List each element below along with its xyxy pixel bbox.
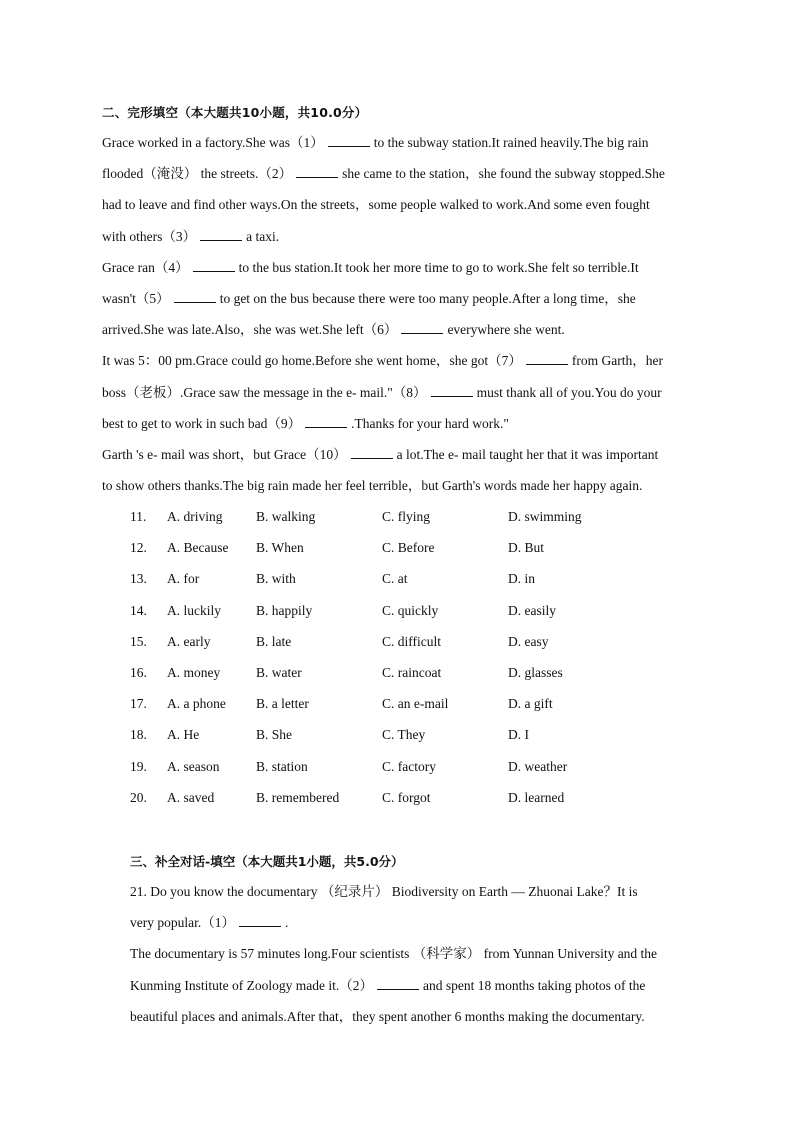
passage-text: arrived.She was late.Also，she was wet.She left（6） bbox=[102, 322, 398, 338]
passage-line bbox=[130, 914, 288, 932]
passage-text: must thank all of you.You do your bbox=[476, 384, 662, 400]
option-b[interactable]: B. a letter bbox=[256, 696, 309, 712]
passage-text: to the bus station.It took her more time to go to work.She felt so terrible.It bbox=[238, 259, 639, 275]
option-b[interactable]: B. water bbox=[256, 665, 302, 680]
question-number: 18. bbox=[130, 727, 147, 743]
option-c[interactable]: C. at bbox=[382, 571, 408, 587]
answer-blank[interactable] bbox=[351, 446, 393, 459]
passage-text: to get on the bus because there were too many people.After a long time，she bbox=[219, 291, 636, 306]
option-a[interactable]: A. Because bbox=[167, 540, 229, 556]
question-number: 17. bbox=[130, 696, 147, 712]
passage-text: . bbox=[284, 915, 289, 931]
passage-line bbox=[102, 352, 663, 370]
passage-text: .Thanks for your hard work." bbox=[351, 415, 509, 431]
option-a[interactable]: A. driving bbox=[167, 509, 223, 524]
question-number: 13. bbox=[130, 571, 147, 587]
question-number: 19. bbox=[130, 758, 147, 774]
question-number: 20. bbox=[130, 789, 147, 805]
passage-text: very popular.（1） bbox=[130, 915, 235, 931]
passage-line bbox=[102, 165, 665, 183]
option-b[interactable]: B. with bbox=[256, 571, 296, 587]
answer-blank[interactable] bbox=[296, 165, 338, 178]
answer-blank[interactable] bbox=[377, 977, 419, 990]
option-d[interactable]: D. weather bbox=[508, 758, 568, 774]
passage-line bbox=[102, 134, 648, 152]
passage-line bbox=[102, 228, 279, 246]
passage-line bbox=[102, 446, 658, 464]
passage-text: wasn't（5） bbox=[102, 291, 170, 306]
passage-text: and spent 18 months taking photos of the bbox=[422, 977, 646, 993]
option-d[interactable]: D. easily bbox=[508, 602, 556, 618]
passage-text: Grace ran（4） bbox=[102, 259, 189, 275]
option-d[interactable]: D. a gift bbox=[508, 696, 553, 712]
option-d[interactable]: D. learned bbox=[508, 789, 565, 805]
passage-text: beautiful places and animals.After that，they spent another 6 months making the documentary. bbox=[130, 1008, 645, 1024]
option-c[interactable]: C. factory bbox=[382, 758, 436, 774]
section-2-title: 二、完形填空（本大题共10小题，共10.0分） bbox=[102, 105, 368, 120]
option-a[interactable]: A. season bbox=[167, 758, 220, 774]
passage-text: Grace worked in a factory.She was（1） bbox=[102, 135, 324, 150]
option-b[interactable]: B. remembered bbox=[256, 789, 340, 805]
passage-line bbox=[102, 477, 642, 495]
question-row bbox=[130, 509, 630, 527]
option-c[interactable]: C. Before bbox=[382, 540, 435, 556]
passage-text: It was 5：00 pm.Grace could go home.Before she went home，she got（7） bbox=[102, 353, 522, 369]
option-d[interactable]: D. But bbox=[508, 540, 545, 556]
question-row bbox=[130, 603, 630, 621]
passage-line bbox=[102, 415, 509, 433]
question-number: 15. bbox=[130, 633, 147, 649]
question-row bbox=[130, 727, 630, 745]
passage-text: to show others thanks.The big rain made her feel terrible，but Garth's words made her happy again. bbox=[102, 478, 643, 494]
option-a[interactable]: A. a phone bbox=[167, 696, 226, 712]
passage-line bbox=[130, 1008, 645, 1026]
passage-line bbox=[102, 259, 639, 277]
option-d[interactable]: D. I bbox=[508, 727, 529, 743]
option-b[interactable]: B. happily bbox=[256, 602, 313, 618]
option-c[interactable]: C. an e-mail bbox=[382, 696, 449, 712]
passage-text: The documentary is 57 minutes long.Four scientists （科学家） from Yunnan University and the bbox=[130, 946, 658, 962]
passage-line bbox=[130, 977, 645, 995]
passage-line bbox=[102, 290, 636, 308]
passage-line bbox=[130, 883, 638, 901]
question-number: 14. bbox=[130, 602, 147, 618]
option-d[interactable]: D. easy bbox=[508, 633, 549, 649]
passage-text: she came to the station，she found the subway stopped.She bbox=[342, 166, 665, 182]
option-c[interactable]: C. forgot bbox=[382, 789, 431, 805]
question-number: 11. bbox=[130, 509, 147, 524]
passage-text: best to get to work in such bad（9） bbox=[102, 415, 302, 431]
passage-line bbox=[102, 196, 650, 214]
option-a[interactable]: A. luckily bbox=[167, 602, 221, 618]
passage-text: with others（3） bbox=[102, 228, 197, 244]
passage-text: boss（老板）.Grace saw the message in the e- mail."（8） bbox=[102, 384, 427, 400]
option-a[interactable]: A. for bbox=[167, 571, 200, 587]
question-row bbox=[130, 540, 630, 558]
answer-blank[interactable] bbox=[193, 259, 235, 272]
answer-blank[interactable] bbox=[239, 914, 281, 927]
passage-text: from Garth，her bbox=[571, 353, 663, 369]
option-a[interactable]: A. early bbox=[167, 633, 211, 649]
option-c[interactable]: C. difficult bbox=[382, 633, 441, 649]
question-number: 12. bbox=[130, 540, 147, 556]
option-c[interactable]: C. flying bbox=[382, 509, 431, 524]
passage-line bbox=[130, 945, 657, 963]
passage-text: 21. Do you know the documentary （纪录片） Biodiversity on Earth — Zhuonai Lake？It is bbox=[130, 884, 638, 899]
passage-text: a lot.The e- mail taught her that it was important bbox=[396, 447, 659, 462]
answer-blank[interactable] bbox=[328, 134, 370, 147]
question-row bbox=[130, 696, 630, 714]
question-row bbox=[130, 759, 630, 777]
question-number: 16. bbox=[130, 665, 147, 680]
passage-text: Kunming Institute of Zoology made it.（2） bbox=[130, 977, 373, 993]
passage-text: everywhere she went. bbox=[447, 322, 565, 338]
passage-line bbox=[102, 384, 662, 402]
option-b[interactable]: B. When bbox=[256, 540, 304, 556]
answer-blank[interactable] bbox=[200, 228, 242, 241]
option-b[interactable]: B. walking bbox=[256, 509, 316, 524]
question-row bbox=[130, 634, 630, 652]
option-c[interactable]: C. quickly bbox=[382, 602, 439, 618]
question-row bbox=[130, 790, 630, 808]
option-a[interactable]: A. He bbox=[167, 727, 200, 743]
option-d[interactable]: D. in bbox=[508, 571, 535, 587]
section-3-title: 三、补全对话-填空（本大题共1小题，共5.0分） bbox=[130, 854, 404, 869]
passage-line bbox=[102, 321, 565, 339]
passage-text: a taxi. bbox=[246, 228, 280, 244]
option-c[interactable]: C. They bbox=[382, 727, 426, 743]
answer-blank[interactable] bbox=[401, 321, 443, 334]
option-b[interactable]: B. late bbox=[256, 633, 292, 649]
option-d[interactable]: D. glasses bbox=[508, 665, 563, 680]
answer-blank[interactable] bbox=[431, 384, 473, 397]
option-a[interactable]: A. money bbox=[167, 665, 221, 680]
option-b[interactable]: B. She bbox=[256, 727, 293, 743]
option-a[interactable]: A. saved bbox=[167, 789, 215, 805]
answer-blank[interactable] bbox=[305, 415, 347, 428]
passage-text: to the subway station.It rained heavily.The big rain bbox=[373, 135, 649, 150]
question-row bbox=[130, 571, 630, 589]
option-d[interactable]: D. swimming bbox=[508, 509, 582, 524]
passage-text: Garth 's e- mail was short，but Grace（10） bbox=[102, 447, 347, 462]
option-b[interactable]: B. station bbox=[256, 758, 308, 774]
passage-text: had to leave and find other ways.On the streets，some people walked to work.And some even fought bbox=[102, 197, 650, 213]
option-c[interactable]: C. raincoat bbox=[382, 665, 442, 680]
question-row bbox=[130, 665, 630, 683]
answer-blank[interactable] bbox=[174, 290, 216, 303]
answer-blank[interactable] bbox=[526, 352, 568, 365]
passage-text: flooded（淹没） the streets.（2） bbox=[102, 166, 293, 182]
